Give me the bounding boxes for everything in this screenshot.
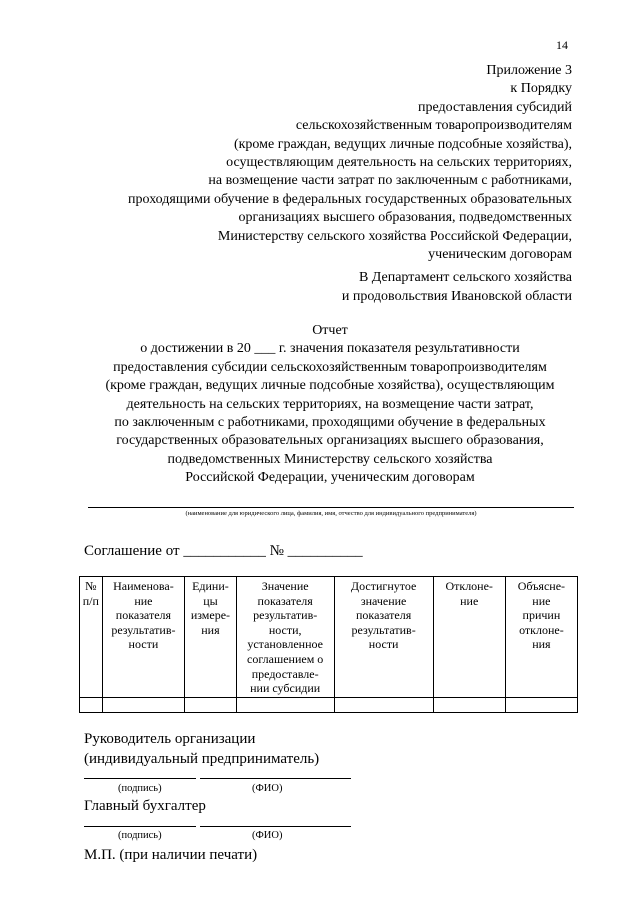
accountant-signature-caption: (подпись) [118, 830, 162, 841]
table-header-line: результатив- [111, 622, 176, 637]
table-header-line: Отклоне- [445, 579, 493, 593]
table-header-line: ности, [268, 622, 302, 637]
table-header-cell [236, 577, 334, 698]
table-header-line: соглашением о [247, 651, 324, 666]
addressee-block [72, 269, 572, 306]
head-signature-caption: (подпись) [118, 783, 162, 794]
table-header-line: цы [203, 593, 218, 608]
table-header-line: измере- [190, 608, 231, 623]
appendix-line: ученическим договорам [428, 247, 572, 263]
report-heading [70, 322, 590, 488]
table-cell [236, 698, 334, 713]
report-line: деятельность на сельских территориях, на возмещение части затрат, [126, 396, 534, 412]
report-title: Отчет [312, 323, 348, 338]
appendix-line: (кроме граждан, ведущих личные подсобные хозяйства), [233, 136, 572, 152]
accountant-title: Главный бухгалтер [84, 798, 206, 814]
table-header-line: ния [532, 637, 551, 652]
report-line: государственных образовательных организациях высшего образования, [116, 433, 544, 449]
head-title-line: Руководитель организации [84, 731, 256, 747]
organization-name-caption: (наименование для юридического лица, фамилия, имя, отчество для индивидуального предпринимателя) [185, 510, 477, 517]
report-line: предоставления субсидии сельскохозяйственным товаропроизводителям [113, 359, 547, 375]
indicator-table [79, 576, 578, 713]
appendix-line: Приложение 3 [486, 63, 572, 78]
appendix-line: Министерству сельского хозяйства Российской Федерации, [217, 228, 572, 244]
report-line: (кроме граждан, ведущих личные подсобные хозяйства), осуществляющим [105, 378, 555, 394]
table-header-row [80, 577, 578, 698]
head-signature-line [84, 778, 196, 779]
table-cell [80, 698, 103, 713]
table-header-line: Достигнутое [350, 579, 417, 593]
table-header-line: № [85, 579, 97, 593]
table-header-line: Значение [261, 579, 309, 593]
table-header-line: ние [134, 593, 153, 608]
head-fio-line [200, 778, 351, 779]
appendix-line: организациях высшего образования, подведомственных [238, 210, 572, 226]
appendix-line: предоставления субсидий [417, 99, 572, 115]
table-header-line: ния [201, 622, 220, 637]
table-header-line: значение [360, 593, 407, 608]
head-signature-title [84, 729, 319, 769]
table-cell [102, 698, 184, 713]
table-header-line: Объясне- [517, 579, 566, 593]
table-header-line: показателя [356, 608, 412, 623]
seal-note: М.П. (при наличии печати) [84, 847, 258, 863]
table-header-line: ние [532, 593, 551, 608]
table-header-line: Наименова- [113, 579, 174, 593]
appendix-line: осуществляющим деятельность на сельских территориях, [226, 155, 572, 171]
accountant-fio-caption: (ФИО) [252, 830, 283, 841]
report-line: Российской Федерации, ученическим договорам [185, 470, 475, 486]
page-number: 14 [556, 38, 568, 52]
report-line: по заключенным с работниками, проходящими обучение в федеральных [114, 415, 546, 431]
table-header-line: причин [522, 608, 561, 623]
table-header-cell [80, 577, 103, 698]
table-header-line: предоставле- [251, 666, 319, 681]
agreement-line: Соглашение от ___________ № __________ [84, 543, 363, 559]
appendix-block [52, 62, 572, 264]
accountant-fio-line [200, 826, 351, 827]
table-header-line: нии субсидии [250, 681, 321, 696]
table-cell [505, 698, 577, 713]
table-cell [433, 698, 505, 713]
table-header-line: ности [128, 637, 159, 652]
appendix-line: сельскохозяйственным товаропроизводителям [295, 118, 572, 134]
head-title-line: (индивидуальный предприниматель) [84, 751, 320, 767]
table-header-line: ние [460, 593, 479, 608]
table-header-line: показателя [115, 608, 172, 623]
table-header-line: результатив- [253, 608, 318, 623]
table-header-cell [505, 577, 577, 698]
organization-name-line [88, 507, 574, 508]
table-header-cell [185, 577, 237, 698]
report-line: подведомственных Министерству сельского хозяйства [167, 451, 493, 467]
appendix-line: к Порядку [510, 81, 572, 97]
table-header-line: Едини- [192, 579, 229, 593]
accountant-signature-line [84, 826, 196, 827]
table-header-line: ности [368, 637, 399, 652]
table-cell [334, 698, 433, 713]
report-line: о достижении в 20 ___ г. значения показателя результативности [140, 341, 520, 357]
addressee-line: В Департамент сельского хозяйства [358, 270, 572, 285]
appendix-line: проходящими обучение в федеральных государственных образовательных [128, 191, 572, 207]
table-header-line: установленное [247, 637, 323, 652]
table-header-cell [433, 577, 505, 698]
table-header-cell [102, 577, 184, 698]
head-fio-caption: (ФИО) [252, 783, 283, 794]
addressee-line: и продовольствия Ивановской области [341, 288, 572, 304]
table-header-cell [334, 577, 433, 698]
table-row [80, 698, 578, 713]
table-header-line: отклоне- [519, 622, 564, 637]
table-header-line: результатив- [351, 622, 416, 637]
table-cell [185, 698, 237, 713]
appendix-line: на возмещение части затрат по заключенным с работниками, [208, 173, 572, 189]
table-header-line: показателя [257, 593, 313, 608]
table-header-line: п/п [82, 593, 99, 608]
